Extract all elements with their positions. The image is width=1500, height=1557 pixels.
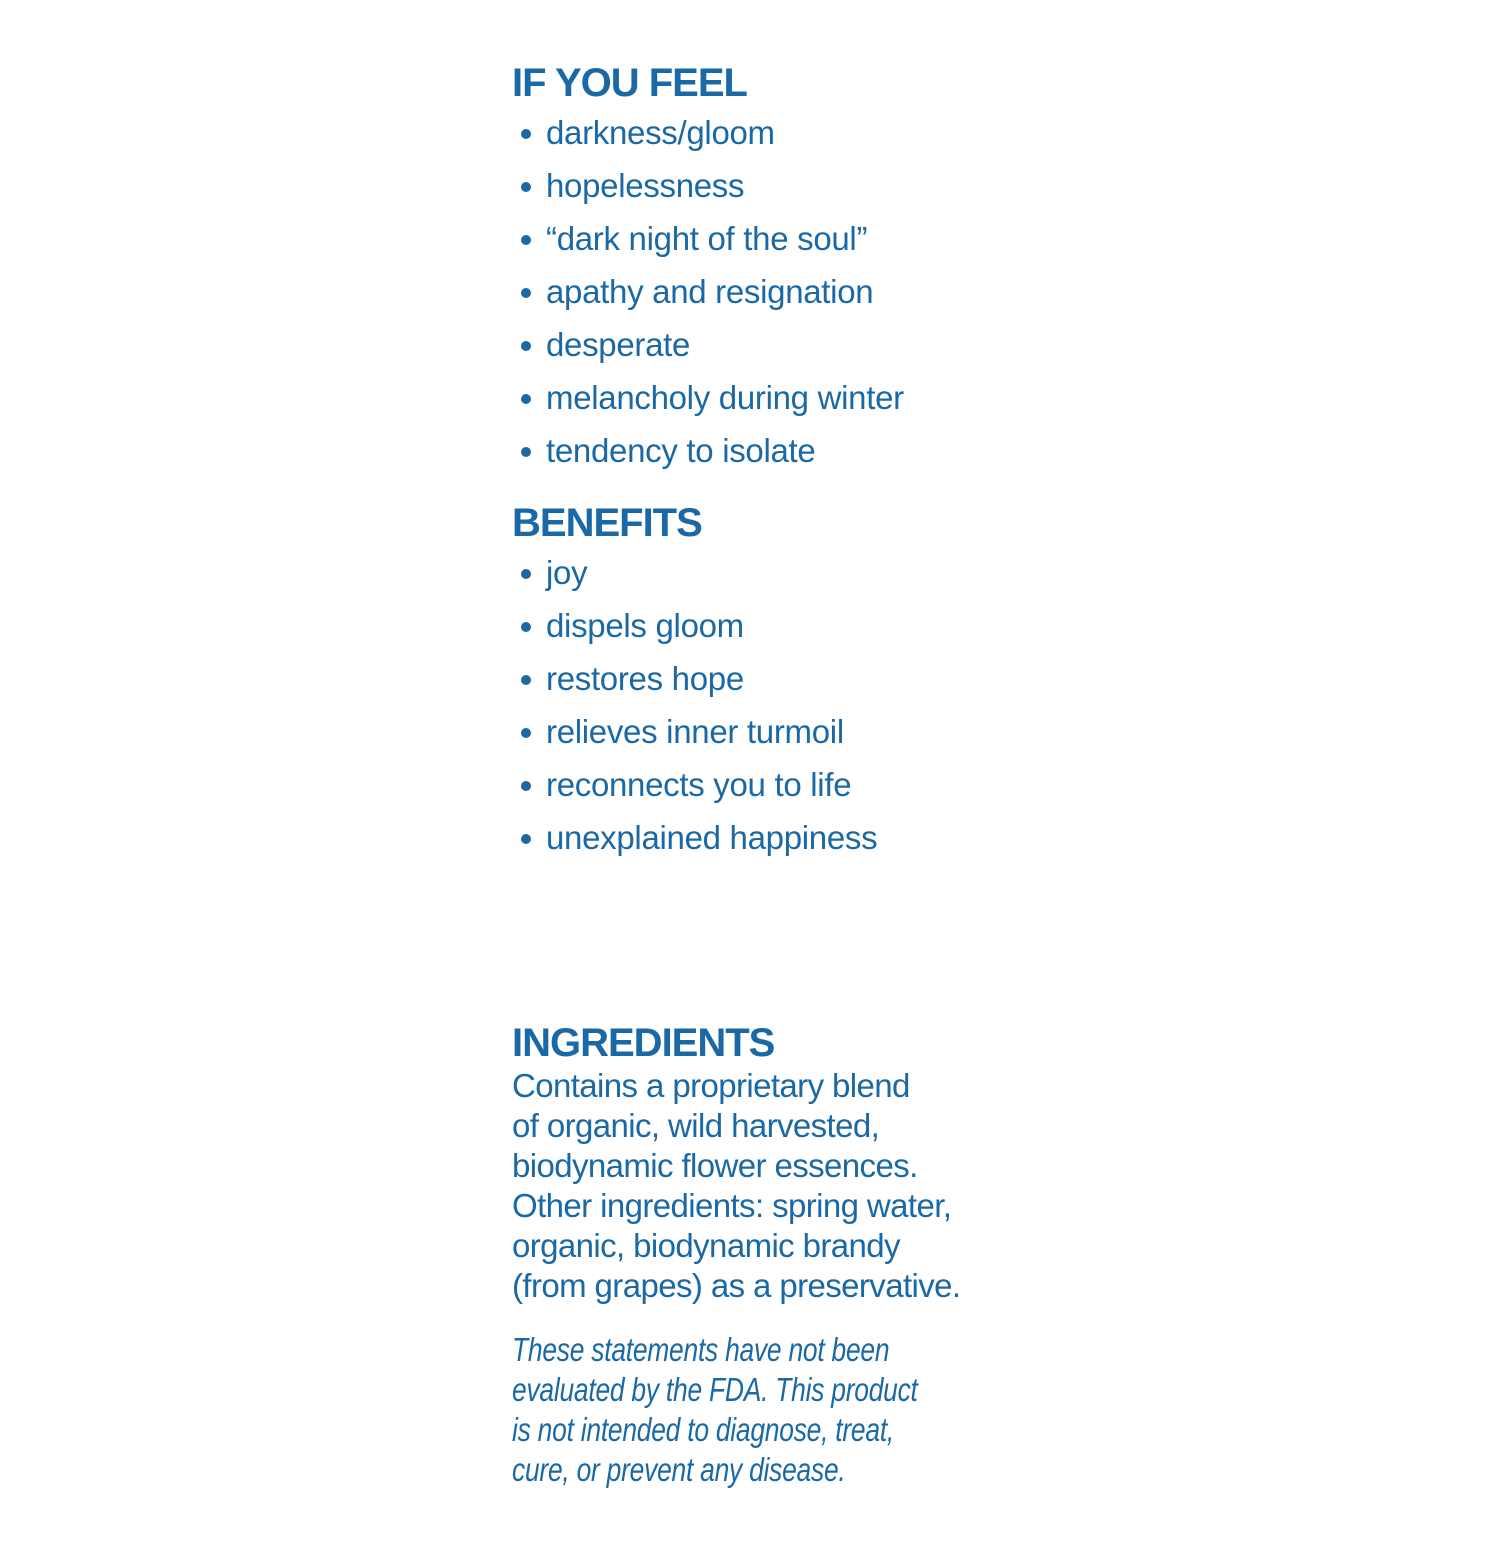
bullet-icon (521, 675, 531, 685)
bullet-icon (521, 235, 531, 245)
list-item (512, 705, 1132, 758)
bullet-icon (521, 288, 531, 298)
list-item (512, 424, 1132, 477)
section-benefits (512, 500, 1132, 864)
if-you-feel-heading: IF YOU FEEL (512, 61, 747, 105)
bullet-icon (521, 182, 531, 192)
list-item (512, 265, 1132, 318)
list-item-text: “dark night of the soul” (546, 219, 868, 257)
benefits-heading: BENEFITS (512, 501, 702, 545)
list-item-text: hopelessness (546, 166, 745, 204)
ingredients-body: Contains a proprietary blend of organic, wild harvested, biodynamic flower essences. Other ingredients: spring water, organic, biodynamic brandy (from grapes) as a preservative. (512, 1067, 961, 1304)
bullet-icon (521, 728, 531, 738)
list-item-text: restores hope (546, 659, 744, 697)
section-ingredients (512, 1020, 1132, 1306)
list-item-text: melancholy during winter (546, 378, 904, 416)
bullet-icon (521, 447, 531, 457)
bullet-icon (521, 341, 531, 351)
list-item-text: tendency to isolate (546, 431, 816, 469)
section-if-you-feel (512, 60, 1132, 477)
list-item-text: reconnects you to life (546, 765, 852, 803)
list-item-text: dispels gloom (546, 606, 744, 644)
list-item-text: relieves inner turmoil (546, 712, 844, 750)
bullet-icon (521, 781, 531, 791)
benefits-list (512, 546, 1132, 864)
list-item (512, 599, 1132, 652)
list-item (512, 318, 1132, 371)
list-item-text: unexplained happiness (546, 818, 878, 856)
list-item-text: darkness/gloom (546, 113, 775, 151)
list-item (512, 159, 1132, 212)
ingredients-heading: INGREDIENTS (512, 1021, 775, 1065)
list-item (512, 758, 1132, 811)
bullet-icon (521, 834, 531, 844)
list-item (512, 546, 1132, 599)
section-fda-disclaimer (512, 1330, 1132, 1490)
list-item-text: joy (546, 553, 588, 591)
bullet-icon (521, 129, 531, 139)
list-item (512, 652, 1132, 705)
list-item (512, 212, 1132, 265)
list-item-text: apathy and resignation (546, 272, 874, 310)
bullet-icon (521, 394, 531, 404)
bullet-icon (521, 569, 531, 579)
bullet-icon (521, 622, 531, 632)
list-item-text: desperate (546, 325, 691, 363)
fda-disclaimer-text: These statements have not been evaluated by the FDA. This product is not intended to diagnose, treat, cure, or prevent any disease. (512, 1331, 918, 1488)
list-item (512, 371, 1132, 424)
if-you-feel-list (512, 106, 1132, 477)
list-item (512, 811, 1132, 864)
list-item (512, 106, 1132, 159)
